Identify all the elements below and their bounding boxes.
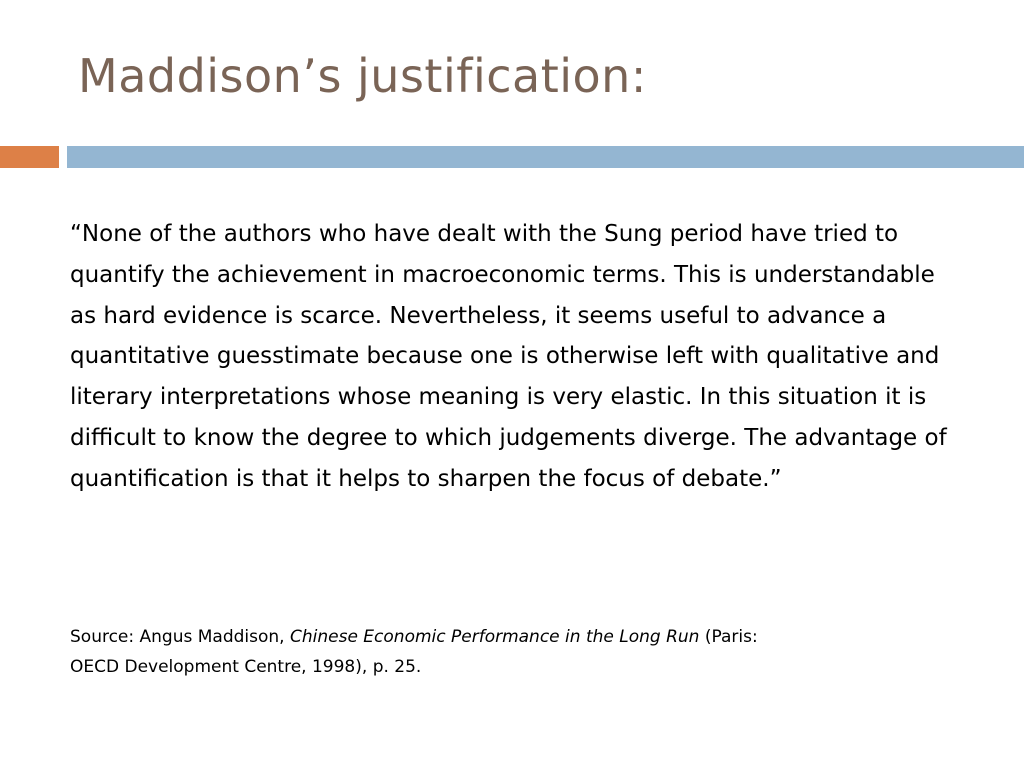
source-prefix: Source: Angus Maddison, xyxy=(70,627,290,647)
divider-bar xyxy=(67,146,1024,168)
source-publisher-rest: OECD Development Centre, 1998), p. 25. xyxy=(70,657,422,677)
source-citation xyxy=(70,622,950,682)
source-publisher-open: (Paris: xyxy=(699,627,758,647)
quote-text: “None of the authors who have dealt with the Sung period have tried to quantify the achievement in macroeconomic terms. This is understandable as hard evidence is scarce. Nevertheless, it seems useful to advance a quantitative guesstimate because one is otherwise left with qualitative and literary interpretations whose meaning is very elastic. In this situation it is difficult to know the degree to which judgements diverge. The advantage of quantification is that it helps to sharpen the focus of debate.” xyxy=(70,221,947,492)
source-book-title: Chinese Economic Performance in the Long Run xyxy=(289,627,700,647)
accent-bar xyxy=(0,146,59,168)
slide-title: Maddison’s justification: xyxy=(78,49,647,103)
